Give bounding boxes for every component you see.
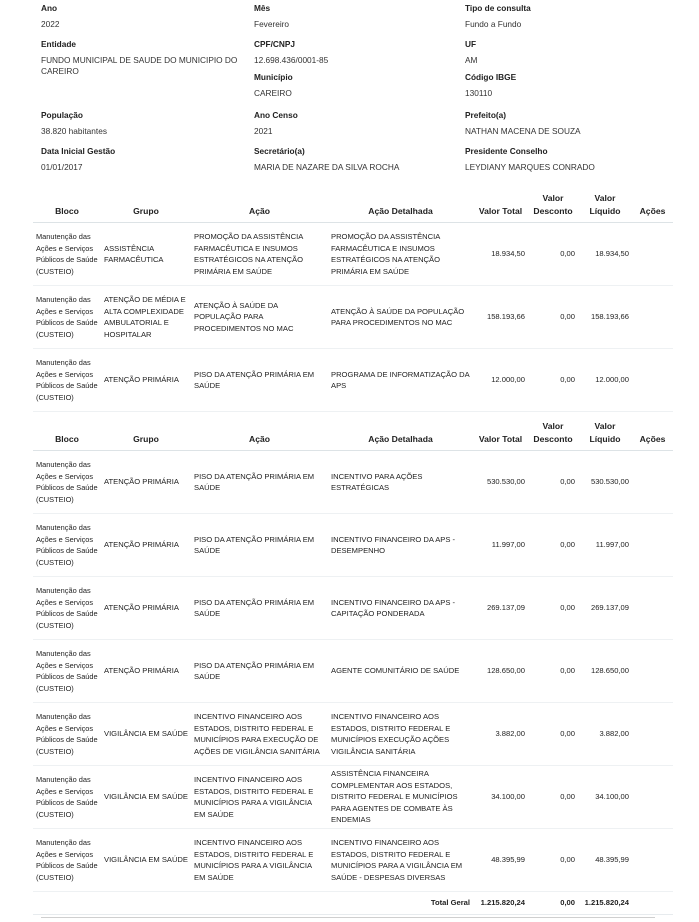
cell-valor-liquido: 269.137,09	[578, 577, 632, 640]
cell-valor-desconto: 0,00	[528, 829, 578, 892]
field-uf	[465, 39, 477, 66]
cell-valor-liquido: 18.934,50	[578, 223, 632, 286]
field-label: Data Inicial Gestão	[41, 146, 116, 156]
cell-bloco: Manutenção das Ações e Serviços Públicos de Saúde (CUSTEIO)	[33, 640, 101, 703]
total-acoes	[632, 892, 673, 915]
cell-valor-total: 18.934,50	[473, 223, 528, 286]
field-value: LEYDIANY MARQUES CONRADO	[465, 162, 595, 172]
field-presidente-conselho	[465, 146, 595, 173]
cell-acoes	[632, 514, 673, 577]
transfers-table-2	[33, 418, 673, 915]
cell-valor-total: 128.650,00	[473, 640, 528, 703]
col-valor-liquido: Valor Líquido	[578, 418, 632, 451]
col-bloco: Bloco	[33, 190, 101, 223]
table-header-row	[33, 418, 673, 451]
cell-acao: PROMOÇÃO DA ASSISTÊNCIA FARMACÊUTICA E INSUMOS ESTRATÉGICOS NA ATENÇÃO PRIMÁRIA EM SAÚDE	[191, 223, 328, 286]
field-label: UF	[465, 39, 477, 49]
cell-acoes	[632, 451, 673, 514]
cell-valor-liquido: 128.650,00	[578, 640, 632, 703]
table-row	[33, 703, 673, 766]
field-data-gestao	[41, 146, 115, 173]
cell-bloco: Manutenção das Ações e Serviços Públicos de Saúde (CUSTEIO)	[33, 829, 101, 892]
table-row	[33, 766, 673, 829]
total-valor-liquido: 1.215.820,24	[578, 892, 632, 915]
cell-acao-detalhada: ATENÇÃO À SAÚDE DA POPULAÇÃO PARA PROCEDIMENTOS NO MAC	[328, 286, 473, 349]
field-prefeito	[465, 110, 581, 137]
field-value: 2021	[254, 126, 273, 136]
cell-acoes	[632, 577, 673, 640]
cell-acao: PISO DA ATENÇÃO PRIMÁRIA EM SAÚDE	[191, 577, 328, 640]
cell-acao: PISO DA ATENÇÃO PRIMÁRIA EM SAÚDE	[191, 451, 328, 514]
field-tipo-consulta	[465, 3, 531, 30]
cell-valor-total: 530.530,00	[473, 451, 528, 514]
cell-acoes	[632, 703, 673, 766]
cell-valor-total: 269.137,09	[473, 577, 528, 640]
field-value: NATHAN MACENA DE SOUZA	[465, 126, 581, 136]
table-row	[33, 223, 673, 286]
col-acao-detalhada: Ação Detalhada	[328, 190, 473, 223]
cell-bloco: Manutenção das Ações e Serviços Públicos de Saúde (CUSTEIO)	[33, 223, 101, 286]
cell-acoes	[632, 766, 673, 829]
cell-acoes	[632, 349, 673, 412]
cell-acao-detalhada: PROMOÇÃO DA ASSISTÊNCIA FARMACÊUTICA E INSUMOS ESTRATÉGICOS NA ATENÇÃO PRIMÁRIA EM SAÚDE	[328, 223, 473, 286]
field-populacao	[41, 110, 107, 137]
field-label: Entidade	[41, 39, 77, 49]
col-valor-desconto: Valor Desconto	[528, 190, 578, 223]
cell-acao: ATENÇÃO À SAÚDE DA POPULAÇÃO PARA PROCEDIMENTOS NO MAC	[191, 286, 328, 349]
cell-acao-detalhada: INCENTIVO FINANCEIRO DA APS - DESEMPENHO	[328, 514, 473, 577]
col-valor-total: Valor Total	[473, 190, 528, 223]
total-row	[33, 892, 673, 915]
cell-acao-detalhada: PROGRAMA DE INFORMATIZAÇÃO DA APS	[328, 349, 473, 412]
table-row	[33, 451, 673, 514]
field-value: 130110	[465, 88, 493, 98]
field-value: 01/01/2017	[41, 162, 83, 172]
field-label: Ano	[41, 3, 58, 13]
col-acao: Ação	[191, 418, 328, 451]
cell-bloco: Manutenção das Ações e Serviços Públicos de Saúde (CUSTEIO)	[33, 451, 101, 514]
cell-grupo: ATENÇÃO PRIMÁRIA	[101, 577, 191, 640]
field-value: FUNDO MUNICIPAL DE SAUDE DO MUNICIPIO DO CAREIRO	[41, 55, 238, 76]
cell-valor-liquido: 12.000,00	[578, 349, 632, 412]
cell-acao-detalhada: INCENTIVO FINANCEIRO AOS ESTADOS, DISTRITO FEDERAL E MUNICÍPIOS EXECUÇÃO AÇÕES VIGILÂNCIA SANITÁRIA	[328, 703, 473, 766]
cell-grupo: ATENÇÃO PRIMÁRIA	[101, 640, 191, 703]
field-label: Tipo de consulta	[465, 3, 531, 13]
col-grupo: Grupo	[101, 190, 191, 223]
field-municipio	[254, 72, 293, 99]
total-label: Total Geral	[33, 892, 473, 915]
cell-valor-desconto: 0,00	[528, 703, 578, 766]
col-bloco: Bloco	[33, 418, 101, 451]
cell-grupo: ASSISTÊNCIA FARMACÊUTICA	[101, 223, 191, 286]
field-ano-censo	[254, 110, 298, 137]
cell-valor-total: 48.395,99	[473, 829, 528, 892]
cell-acao-detalhada: INCENTIVO PARA AÇÕES ESTRATÉGICAS	[328, 451, 473, 514]
table-row	[33, 349, 673, 412]
total-valor-total: 1.215.820,24	[473, 892, 528, 915]
cell-grupo: VIGILÂNCIA EM SAÚDE	[101, 829, 191, 892]
field-value: 12.698.436/0001-85	[254, 55, 329, 65]
col-acoes: Ações	[632, 418, 673, 451]
table-header-row	[33, 190, 673, 223]
field-value: Fundo a Fundo	[465, 19, 522, 29]
cell-acoes	[632, 223, 673, 286]
cell-valor-total: 158.193,66	[473, 286, 528, 349]
cell-valor-liquido: 158.193,66	[578, 286, 632, 349]
cell-acao-detalhada: INCENTIVO FINANCEIRO AOS ESTADOS, DISTRITO FEDERAL E MUNICÍPIOS PARA A VIGILÂNCIA EM SAÚDE - DESPESAS DIVERSAS	[328, 829, 473, 892]
cell-valor-liquido: 3.882,00	[578, 703, 632, 766]
cell-valor-total: 12.000,00	[473, 349, 528, 412]
field-label: Prefeito(a)	[465, 110, 507, 120]
field-label: Presidente Conselho	[465, 146, 548, 156]
field-label: CPF/CNPJ	[254, 39, 296, 49]
field-label: Ano Censo	[254, 110, 298, 120]
cell-acao-detalhada: INCENTIVO FINANCEIRO DA APS - CAPITAÇÃO PONDERADA	[328, 577, 473, 640]
field-label: Código IBGE	[465, 72, 517, 82]
cell-bloco: Manutenção das Ações e Serviços Públicos de Saúde (CUSTEIO)	[33, 577, 101, 640]
table-row	[33, 577, 673, 640]
cell-bloco: Manutenção das Ações e Serviços Públicos de Saúde (CUSTEIO)	[33, 766, 101, 829]
cell-grupo: VIGILÂNCIA EM SAÚDE	[101, 766, 191, 829]
cell-acao: PISO DA ATENÇÃO PRIMÁRIA EM SAÚDE	[191, 640, 328, 703]
col-acao-detalhada: Ação Detalhada	[328, 418, 473, 451]
field-value: CAREIRO	[254, 88, 292, 98]
cell-valor-desconto: 0,00	[528, 223, 578, 286]
field-value: 38.820 habitantes	[41, 126, 107, 136]
field-value: MARIA DE NAZARE DA SILVA ROCHA	[254, 162, 400, 172]
field-secretario	[254, 146, 399, 173]
cell-acao: PISO DA ATENÇÃO PRIMÁRIA EM SAÚDE	[191, 514, 328, 577]
field-mes	[254, 3, 289, 30]
cell-valor-desconto: 0,00	[528, 451, 578, 514]
cell-bloco: Manutenção das Ações e Serviços Públicos de Saúde (CUSTEIO)	[33, 349, 101, 412]
cell-bloco: Manutenção das Ações e Serviços Públicos de Saúde (CUSTEIO)	[33, 514, 101, 577]
cell-valor-total: 11.997,00	[473, 514, 528, 577]
field-value: 2022	[41, 19, 60, 29]
field-value: Fevereiro	[254, 19, 290, 29]
col-valor-desconto: Valor Desconto	[528, 418, 578, 451]
cell-grupo: ATENÇÃO PRIMÁRIA	[101, 349, 191, 412]
field-label: Secretário(a)	[254, 146, 305, 156]
field-label: Mês	[254, 3, 271, 13]
field-value: AM	[465, 55, 478, 65]
transfers-table-1	[33, 190, 673, 412]
cell-acao: INCENTIVO FINANCEIRO AOS ESTADOS, DISTRITO FEDERAL E MUNICÍPIOS PARA EXECUÇÃO DE AÇÕES DE VIGILÂNCIA SANITÁRIA	[191, 703, 328, 766]
field-entidade	[41, 39, 241, 77]
cell-valor-total: 3.882,00	[473, 703, 528, 766]
cell-valor-liquido: 11.997,00	[578, 514, 632, 577]
cell-valor-desconto: 0,00	[528, 766, 578, 829]
col-acao: Ação	[191, 190, 328, 223]
cell-acoes	[632, 286, 673, 349]
cell-bloco: Manutenção das Ações e Serviços Públicos de Saúde (CUSTEIO)	[33, 703, 101, 766]
cell-valor-liquido: 48.395,99	[578, 829, 632, 892]
cell-valor-liquido: 34.100,00	[578, 766, 632, 829]
table-row	[33, 514, 673, 577]
field-label: População	[41, 110, 83, 120]
cell-valor-liquido: 530.530,00	[578, 451, 632, 514]
field-cnpj	[254, 39, 328, 66]
cell-acao: INCENTIVO FINANCEIRO AOS ESTADOS, DISTRITO FEDERAL E MUNICÍPIOS PARA A VIGILÂNCIA EM SAÚDE	[191, 766, 328, 829]
cell-bloco: Manutenção das Ações e Serviços Públicos de Saúde (CUSTEIO)	[33, 286, 101, 349]
cell-acao-detalhada: ASSISTÊNCIA FINANCEIRA COMPLEMENTAR AOS ESTADOS, DISTRITO FEDERAL E MUNICÍPIOS PARA AGENTES DE COMBATE ÀS ENDEMIAS	[328, 766, 473, 829]
table-row	[33, 286, 673, 349]
cell-valor-desconto: 0,00	[528, 514, 578, 577]
col-valor-liquido: Valor Líquido	[578, 190, 632, 223]
cell-valor-desconto: 0,00	[528, 286, 578, 349]
cell-grupo: ATENÇÃO DE MÉDIA E ALTA COMPLEXIDADE AMBULATORIAL E HOSPITALAR	[101, 286, 191, 349]
table-row	[33, 829, 673, 892]
cell-grupo: ATENÇÃO PRIMÁRIA	[101, 514, 191, 577]
cell-valor-desconto: 0,00	[528, 640, 578, 703]
field-codigo-ibge	[465, 72, 516, 99]
cell-grupo: VIGILÂNCIA EM SAÚDE	[101, 703, 191, 766]
cell-grupo: ATENÇÃO PRIMÁRIA	[101, 451, 191, 514]
col-acoes: Ações	[632, 190, 673, 223]
cell-acao: INCENTIVO FINANCEIRO AOS ESTADOS, DISTRITO FEDERAL E MUNICÍPIOS PARA A VIGILÂNCIA EM SAÚDE	[191, 829, 328, 892]
table-row	[33, 640, 673, 703]
cell-valor-desconto: 0,00	[528, 577, 578, 640]
cell-acao: PISO DA ATENÇÃO PRIMÁRIA EM SAÚDE	[191, 349, 328, 412]
cell-valor-desconto: 0,00	[528, 349, 578, 412]
col-valor-total: Valor Total	[473, 418, 528, 451]
field-ano	[41, 3, 59, 30]
cell-acao-detalhada: AGENTE COMUNITÁRIO DE SAÚDE	[328, 640, 473, 703]
divider	[41, 917, 655, 918]
cell-valor-total: 34.100,00	[473, 766, 528, 829]
col-grupo: Grupo	[101, 418, 191, 451]
cell-acoes	[632, 829, 673, 892]
field-label: Município	[254, 72, 293, 82]
total-valor-desconto: 0,00	[528, 892, 578, 915]
cell-acoes	[632, 640, 673, 703]
